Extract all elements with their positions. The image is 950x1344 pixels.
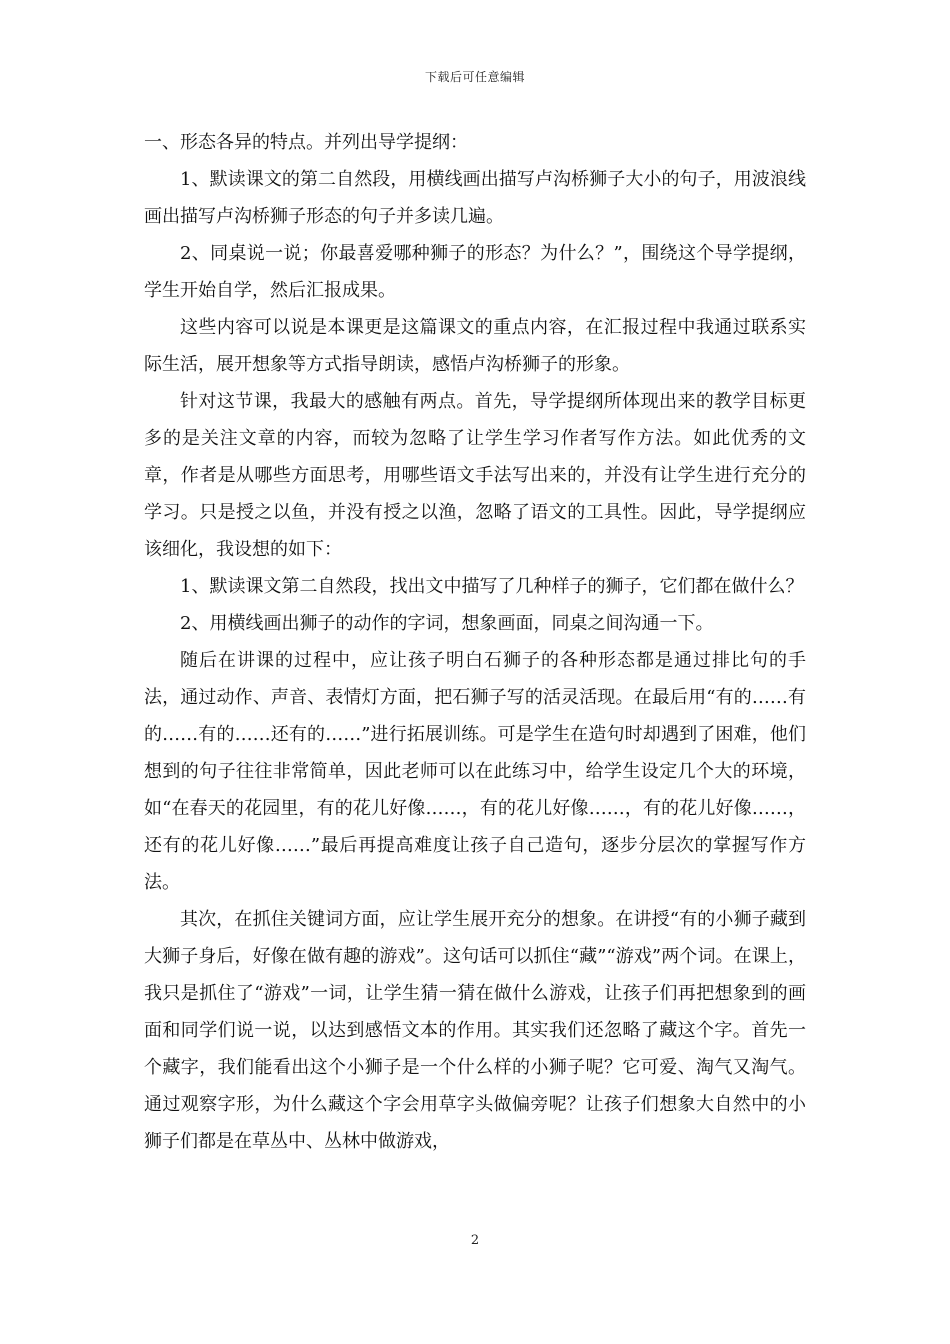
document-body — [144, 124, 806, 1160]
paragraph-2: 1、默读课文的第二自然段，用横线画出描写卢沟桥狮子大小的句子，用波浪线画出描写卢沟桥狮子形态的句子并多读几遍。 — [144, 169, 806, 227]
page-header: 下载后可任意编辑 — [424, 70, 525, 84]
paragraph-5: 针对这节课，我最大的感触有两点。首先，导学提纲所体现出来的教学目标更多的是关注文章的内容，而较为忽略了让学生学习作者写作方法。如此优秀的文章，作者是从哪些方面思考，用哪些语文手法写出来的，并没有让学生进行充分的学习。只是授之以鱼，并没有授之以渔，忽略了语文的工具性。因此，导学提纲应该细化，我设想的如下： — [144, 391, 806, 560]
paragraph-8: 随后在讲课的过程中，应让孩子明白石狮子的各种形态都是通过排比句的手法，通过动作、声音、表情灯方面，把石狮子写的活灵活现。在最后用“有的……有的……有的……还有的……”进行拓展训练。可是学生在造句时却遇到了困难，他们想到的句子往往非常简单，因此老师可以在此练习中，给学生设定几个大的环境，如“在春天的花园里，有的花儿好像……，有的花儿好像……，有的花儿好像……，还有的花儿好像……”最后再提高难度让孩子自己造句，逐步分层次的掌握写作方法。 — [144, 650, 806, 893]
paragraph-1: 一、形态各异的特点。并列出导学提纲： — [144, 132, 468, 153]
paragraph-4: 这些内容可以说是本课更是这篇课文的重点内容，在汇报过程中我通过联系实际生活，展开想象等方式指导朗读，感悟卢沟桥狮子的形象。 — [144, 317, 806, 375]
page-number: 2 — [470, 1233, 480, 1248]
paragraph-3: 2、同桌说一说；你最喜爱哪种狮子的形态？为什么？”，围绕这个导学提纲，学生开始自学，然后汇报成果。 — [144, 243, 806, 301]
paragraph-9: 其次，在抓住关键词方面，应让学生展开充分的想象。在讲授“有的小狮子藏到大狮子身后，好像在做有趣的游戏”。这句话可以抓住“藏”“游戏”两个词。在课上，我只是抓住了“游戏”一词，让学生猜一猜在做什么游戏，让孩子们再把想象到的画面和同学们说一说，以达到感悟文本的作用。其实我们还忽略了藏这个字。首先一个藏字，我们能看出这个小狮子是一个什么样的小狮子呢？它可爱、淘气又淘气。通过观察字形，为什么藏这个字会用草字头做偏旁呢？让孩子们想象大自然中的小狮子们都是在草丛中、丛林中做游戏， — [144, 909, 806, 1152]
paragraph-6: 1、默读课文第二自然段，找出文中描写了几种样子的狮子，它们都在做什么？ — [180, 576, 804, 597]
paragraph-7: 2、用横线画出狮子的动作的字词，想象画面，同桌之间沟通一下。 — [180, 613, 714, 634]
